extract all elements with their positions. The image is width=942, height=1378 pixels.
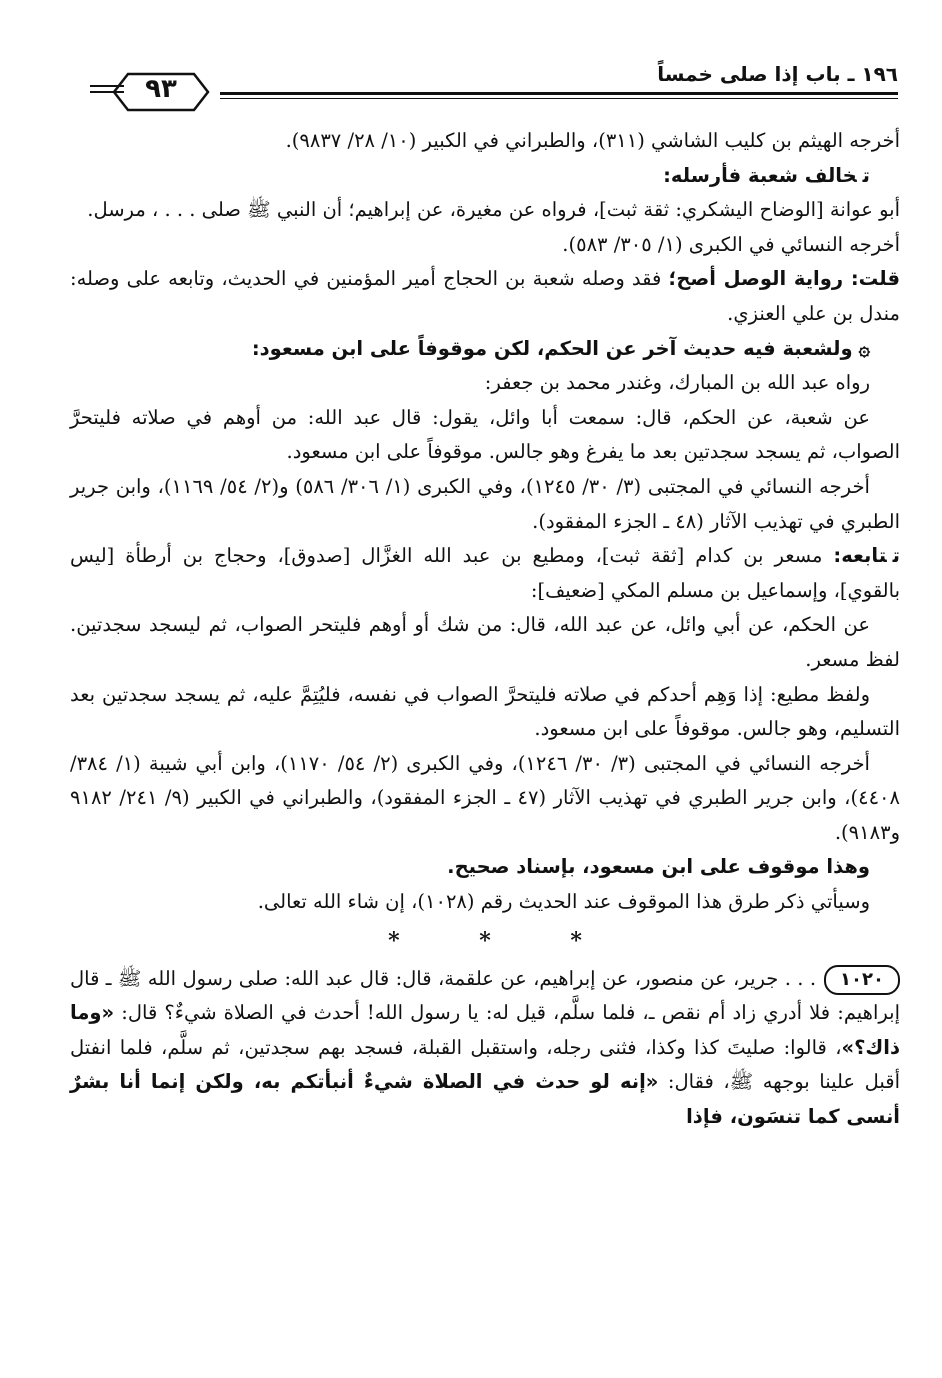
paragraph <box>70 470 900 539</box>
paragraph-heading: وهذا موقوف على ابن مسعود، بإسناد صحيح. <box>447 855 870 879</box>
paragraph-text: عن الحكم، عن أبي وائل، عن عبد الله، قال: من شك أو أوهم فليتحر الصواب، ثم ليسجد سجدتين. لفظ مسعر. <box>70 613 900 671</box>
paragraph <box>70 747 900 851</box>
paragraph <box>70 885 900 920</box>
paragraph <box>70 850 900 885</box>
paragraph <box>70 228 900 263</box>
paragraph <box>70 678 900 747</box>
header-rule <box>220 92 898 99</box>
paragraph <box>70 193 900 228</box>
section-separator: * * * <box>388 927 618 954</box>
paragraph-heading: تابعه: <box>833 544 887 568</box>
section-ornament-icon: ۞ <box>858 336 870 360</box>
hadith-quote: «إنه لو حدث في الصلاة شيءٌ أنبأتكم به، ولكن إنما أنا بشرٌ أنسى كما تنسَون، فإذا <box>70 1070 900 1129</box>
hadith-text: . . . جرير، عن منصور، عن إبراهيم، عن علقمة، قال: قال عبد الله: صلى رسول الله ﷺ ـ قال إبراهيم: فلا أدري زاد أم نقص ـ، فلما سلَّم، قيل له: يا رسول الله! أحدث في الصلاة شيءٌ؟ قال: <box>70 966 900 1025</box>
page-header <box>88 40 898 112</box>
paragraph-text: فقد وصله شعبة بن الحجاج أمير المؤمنين في الحديث، وتابعه على وصله: مندل بن علي العنزي. <box>70 267 900 325</box>
page-number: ٩٣ <box>145 74 177 104</box>
paragraph <box>70 366 900 401</box>
hadith-quote: «وما ذاك؟» <box>70 1001 900 1059</box>
paragraph <box>70 159 900 194</box>
paragraph-text: أخرجه الهيثم بن كليب الشاشي (٣١١)، والطبراني في الكبير (١٠/ ٢٨/ ٩٨٣٧). <box>285 129 900 152</box>
paragraph-heading: ولشعبة فيه حديث آخر عن الحكم، لكن موقوفاً على ابن مسعود: <box>251 336 853 360</box>
paragraph <box>70 262 900 331</box>
paragraph <box>70 332 900 367</box>
section-bullet-icon: ت <box>862 163 870 187</box>
page-number-badge <box>106 70 216 114</box>
paragraph-text: أخرجه النسائي في المجتبى (٣/ ٣٠/ ١٢٤٦)، وفي الكبرى (٢/ ٥٤/ ١١٧٠)، وابن أبي شيبة (١/ ٣٨٤/ ٤٤٠٨)، وابن جرير الطبري في تهذيب الآثار (٤٧ ـ الجزء المفقود)، والطبراني في الكبير (٩/ ٢٤١/ ٩١٨٢ و٩١٨٣). <box>70 751 900 844</box>
paragraph-text: رواه عبد الله بن المبارك، وغندر محمد بن جعفر: <box>484 371 870 395</box>
paragraph-text: أخرجه النسائي في الكبرى (١/ ٣٠٥/ ٥٨٣). <box>562 232 900 256</box>
running-head: ١٩٦ ـ باب إذا صلى خمساً <box>657 62 898 86</box>
hadith-number-badge: ١٠٢٠ <box>824 965 900 995</box>
paragraph <box>70 539 900 608</box>
paragraph-text: مسعر بن كدام [ثقة ثبت]، ومطيع بن عبد الله الغزَّال [صدوق]، وحجاج بن أرطأة [ليس بالقوي]، وإسماعيل بن مسلم المكي [ضعيف]: <box>70 544 900 602</box>
paragraph <box>70 401 900 470</box>
paragraph-text: ولفظ مطيع: إذا وَهِم أحدكم في صلاته فليتحرَّ الصواب في نفسه، فليُتِمَّ عليه، ثم يسجد سجدتين بعد التسليم، وهو جالس. موقوفاً على ابن مسعود. <box>70 682 900 741</box>
hadith-paragraph <box>70 962 900 1135</box>
paragraph-text: عن شعبة، عن الحكم، قال: سمعت أبا وائل، يقول: قال عبد الله: من أوهم في صلاته فليتحرَّ الصواب، ثم يسجد سجدتين بعد ما يفرغ وهو جالس. موقوفاً على ابن مسعود. <box>70 405 900 464</box>
paragraph-text: أخرجه النسائي في المجتبى (٣/ ٣٠/ ١٢٤٥)، وفي الكبرى (١/ ٣٠٦/ ٥٨٦) و(٢/ ٥٤/ ١١٦٩)، وابن جرير الطبري في تهذيب الآثار (٤٨ ـ الجزء المفقود). <box>70 474 900 533</box>
paragraph <box>70 124 900 159</box>
paragraph <box>70 608 900 677</box>
hadith-text: ، قالوا: صليتَ كذا وكذا، فثنى رجله، واستقبل القبلة، فسجد بهم سجدتين، ثم سلَّم، فلما انفتل أقبل علينا بوجهه ﷺ، فقال: <box>70 1035 900 1094</box>
section-bullet-icon: ت <box>892 544 900 568</box>
paragraph-text: أبو عوانة [الوضاح اليشكري: ثقة ثبت]، فرواه عن مغيرة، عن إبراهيم؛ أن النبي ﷺ صلى . . . ، مرسل. <box>87 198 900 222</box>
paragraph-heading: قلت: رواية الوصل أصح؛ <box>668 267 900 291</box>
paragraph-text: وسيأتي ذكر طرق هذا الموقوف عند الحديث رقم (١٠٢٨)، إن شاء الله تعالى. <box>257 890 870 914</box>
badge-lines <box>90 85 124 97</box>
paragraph-heading: خالف شعبة فأرسله: <box>663 163 857 187</box>
page-content <box>70 124 900 1135</box>
